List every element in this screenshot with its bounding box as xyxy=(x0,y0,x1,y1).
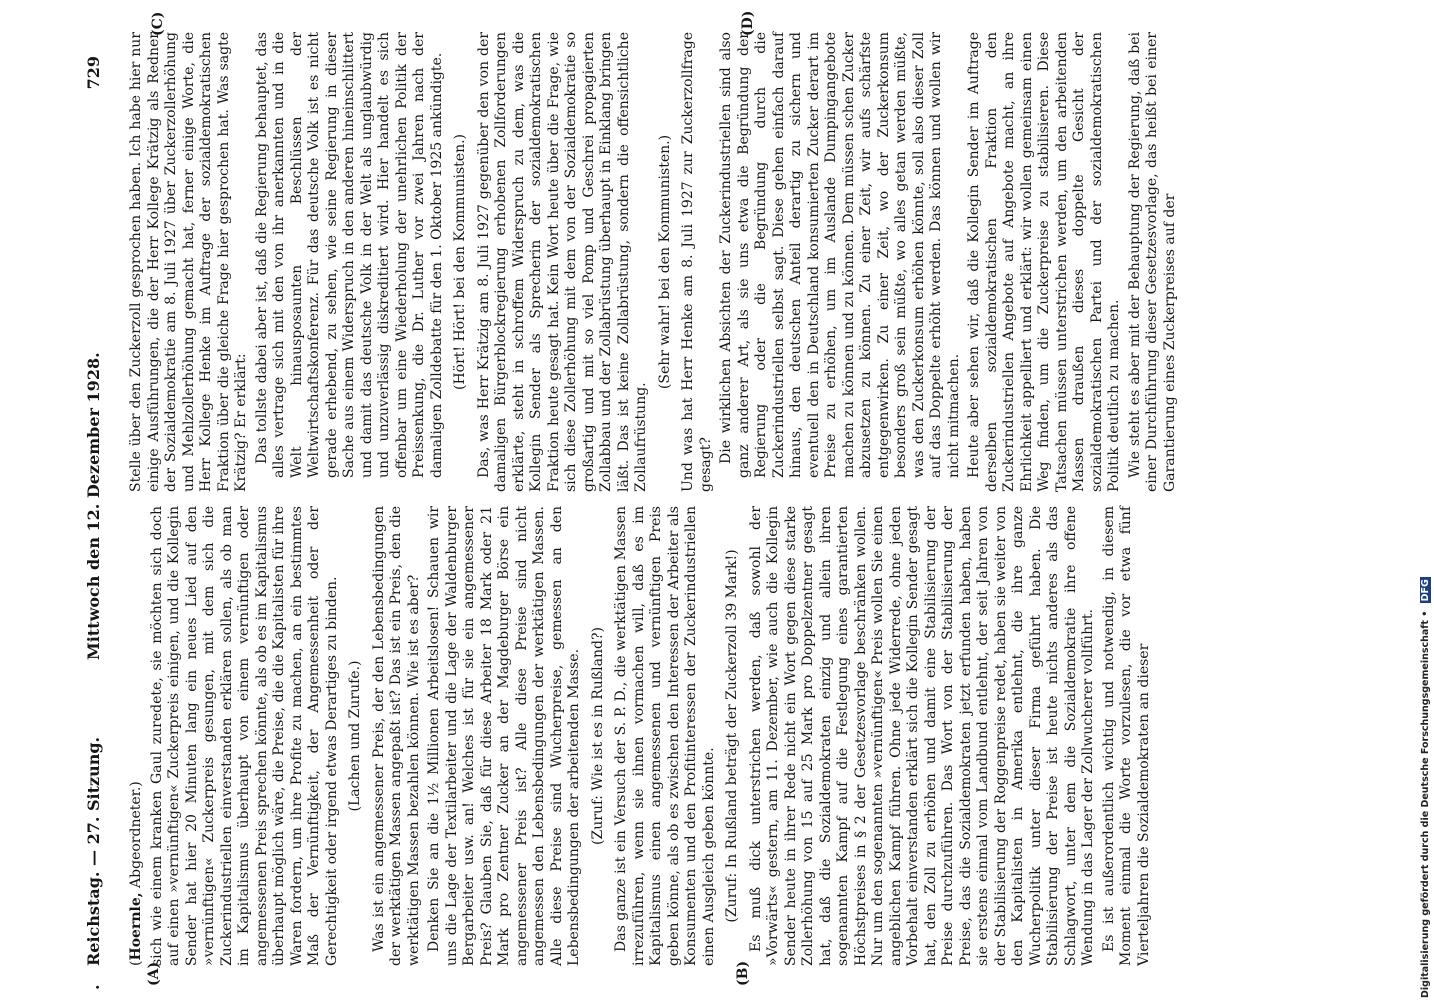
digitization-note xyxy=(1420,8,1434,998)
speaker-role: Abgeordneter.) xyxy=(128,781,144,888)
margin-marker-c: (C) xyxy=(150,11,166,36)
left-paragraph-5: Es muß dick unterstrichen werden, daß sowohl der »Vorwärts« gestern, am 11. Dezember, wie auch die Kollegin Sender heute in ihrer Rede nicht ein Wort gegen diese starke Zollerhöhung von 15 auf 25 Mark pro Doppelzentner gesagt hat, daß die Sozialdemokraten einzig und allein ihren sogenannten Kampf auf die Festlegung eines garantierten Höchstpreises in § 2 der Gesetzesvorlage beschränken wollen. Nur um den sogenannten »vernünftigen« Preis wollen Sie einen angeblichen Kampf führen. Ohne jede Widerrede, ohne jeden Vorbehalt einverstanden erklärt sich die Kollegin Sender gesagt hat, den Zoll zu erhöhen und damit eine Stabilisierung der Preise durchzuführen. Das Wort von der Stabilisierung der Preise, das die Sozialdemokraten jetzt erfunden haben, haben sie erstens einmal vom Landbund entlehnt, der seit Jahren von der Stabilisierung der Roggenpreise redet, haben sie weiter von den Kapitalisten in Amerika entlehnt, die ihre ganze Wucherpolitik unter dieser Firma geführt haben. Die Stabilisierung der Preise ist heute nichts anderes als das Schlagwort, unter dem die Sozialdemokratie ihre offene Wendung in das Lager der Zollwucherer vollführt. xyxy=(747,506,1096,966)
right-paragraph-4: Heute aber sehen wir, daß die Kollegin Sender im Auftrage derselben sozialdemokratischen Fraktion den Zuckerindustriellen Angebote auf Angebote macht, an ihre Ehrlichkeit appelliert und erklärt: wir wollen gemeinsam einen Weg finden, um die Zuckerpreise zu stabilisieren. Diese Tatsachen müssen unterstrichen werden, um den arbeitenden Massen draußen dieses doppelte Gesicht der sozialdemokratischen Partei und der sozialdemokratischen Politik deutlich zu machen. xyxy=(966,32,1122,492)
right-paragraph-3: Und was hat Herr Henke am 8. Juli 1927 zur Zuckerzollfrage gesagt? xyxy=(680,32,714,492)
speaker-name: Hoernle, xyxy=(128,892,144,961)
digitization-text: Digitalisierung gefördert durch die Deutsche Forschungsgemeinschaft • xyxy=(1420,610,1431,998)
left-interjection-3: (Zuruf: In Rußland beträgt der Zuckerzoll 39 Mark!) xyxy=(724,549,740,923)
right-quote-2: Die wirklichen Absichten der Zuckerindustriellen sind also ganz anderer Art, als sie uns etwa die Begründung der Regierung oder die Begründung durch die Zuckerindustriellen selbst sagt. Diese gehen einfach darauf hinaus, den deutschen Anteil derartig zu sichern und eventuell den in Deutschland konsumierten Zucker derart im Preise zu erhöhen, um im Auslande Dumpingangebote machen zu können und zu können. Dem müssen schen Zucker abzusetzen zu können. Zu einer Zeit, wir aufs schärfste entgegenwirken. Zu einer Zeit, wo der Zuckerkonsum besonders groß sein müßte, wo alles getan werden müßte, was den Zuckerkonsum erhöhen könnte, soll also dieser Zoll auf das Doppelte erhöht werden. Das können und wollen wir nicht mitmachen. xyxy=(718,32,962,478)
left-paragraph-1: sich wie einem kranken Gaul zuredete, sie möchten sich doch auf einen »vernünftigen« Zuckerpreis einigen, und die Kollegin Sender hat hier 20 Minuten lang ein neues Lied auf den »vernünftigen« Zuckerpreis gesungen, mit dem sich die Zuckerindustriellen einverstanden erklären sollen, als ob man im Kapitalismus überhaupt von einem vernünftigen oder angemessenen Preis sprechen könnte, als ob es im Kapitalismus überhaupt möglich wäre, die Preise, die die Kapitalisten für ihre Waren fordern, um ihre Profite zu machen, an ein bestimmtes Maß der Vernünftigkeit, der Angemessenheit oder der Gerechtigkeit oder irgend etwas Derartiges zu binden. xyxy=(148,506,340,966)
right-paragraph-2: Das, was Herr Krätzig am 8. Juli 1927 gegenüber den von der damaligen Bürgerblockregierung erhobenen Zollforderungen erklärte, steht in schroffem Widerspruch zu dem, was die Kollegin Sender als Sprecherin der sozialdemokratischen Fraktion heute gesagt hat. Kein Wort heute über die Frage, wie sich diese Zollerhöhung mit dem von der Sozialdemokratie so großartig und mit so viel Pomp und Geschrei propagierten Zollabbau und der Zollabrüstung überhaupt in Einklang bringen läßt. Das ist keine Zollabrüstung, sondern die offensichtliche Zollaufrüstung. xyxy=(475,32,649,492)
right-interjection-1: (Hört! Hört! bei den Kommunisten.) xyxy=(452,134,468,391)
margin-marker-d: (D) xyxy=(740,10,756,36)
margin-marker-b: (B) xyxy=(735,960,751,986)
left-interjection-2: (Zuruf: Wie ist es in Rußland?) xyxy=(589,627,606,845)
page-header xyxy=(84,0,124,1000)
right-interjection-2: (Sehr wahr! bei den Kommunisten.) xyxy=(656,134,673,390)
left-interjection-1: (Lachen und Zurufe.) xyxy=(347,660,363,812)
page-number: 729 xyxy=(84,56,103,90)
right-paragraph-1: Stelle über den Zuckerzoll gesprochen haben. Ich habe hier nur einige Ausführungen, die der Herr Kollege Krätzig als Redner der Sozialdemokratie am 8. Juli 1927 über Zuckerzollerhöhung und Mehlzollerhöhung gemacht hat, ferner einige Worte, die Herr Kollege Henke im Auftrage der sozialdemokratischen Fraktion über die gleiche Frage hier gesprochen hat. Was sagte Krätzig? Er erklärt: xyxy=(128,32,249,492)
left-paragraph-4: Das ganze ist ein Versuch der S. P. D., die werktätigen Massen irrezuführen, wenn sie ihnen vormachen will, daß es im Kapitalismus einen angemessenen und vernünftigen Preis geben könne, als ob es zwischen den Interessen der Arbeiter als Konsumenten und den Profitinteressen der Zuckerindustriellen einen Ausgleich geben könnte. xyxy=(613,506,717,966)
dfg-logo: DFG xyxy=(1420,579,1431,602)
left-paragraph-3: Denken Sie an die 1½ Millionen Arbeitslosen! Schauen wir uns die Lage der Textilarbeiter und die Lage der Waldenburger Bergarbeiter usw. an! Welches ist für sie ein angemessener Preis? Glauben Sie, daß für diese Arbeiter 18 Mark oder 21 Mark pro Zentner Zucker an der Magdeburger Börse ein angemessener Preis ist? Alle diese Preise sind nicht angemessen den Lebensbedingungen der werktätigen Massen. Alle diese Preise sind Wucherpreise, gemessen an den Lebensbedingungen der arbeitenden Masse. xyxy=(426,506,582,966)
header-date: Mittwoch den 12. Dezember 1928. xyxy=(84,352,103,660)
header-dot: . xyxy=(84,984,103,990)
left-paragraph-2: Was ist ein angemessener Preis, der den Lebensbedingungen der werktätigen Massen angepaßt ist? Das ist ein Preis, den die werktätigen Massen bezahlen können. Wie ist es aber? xyxy=(370,506,422,966)
right-column xyxy=(128,32,1182,492)
left-column: (Hoernle, Abgeordneter.) sich wie einem kranken Gaul zuredete, sie möchten sich doch auf einen »vernünftigen« Zuckerpreis einigen, und die Kollegin Sender hat hier 20 Minuten lang ein neues Lied auf den »vernünftigen« Zuckerpreis gesungen, mit dem sich die Zuckerindustriellen einverstanden erklären sollen, als ob man im Kapitalismus überhaupt von einem vernünftigen oder angemessenen Preis sprechen könnte, als ob es im Kapitalismus überhaupt möglich wäre, die Preise, die die Kapitalisten für ihre Waren fordern, um ihre Profite zu machen, an ein bestimmtes Maß der Vernünftigkeit, der Angemessenheit oder der Gerechtigkeit oder irgend etwas Derartiges zu binden. (Lachen und Zurufe.) Was ist ein angemessener Preis, der den Lebensbedingungen der werktätigen Massen angepaßt ist? Das ist ein Preis, den die werktätigen Massen bezahlen können. Wie ist es aber? Denken Sie an die 1½ Millionen Arbeitslosen! Schauen wir uns die Lage der Textilarbeiter und die Lage der Waldenburger Bergarbeiter usw. an! Welches ist für sie ein angemessener Preis? Glauben Sie, daß für diese Arbeiter 18 Mark oder 21 Mark pro Zentner Zucker an der Magdeburger Börse ein angemessener Preis ist? Alle diese Preise sind nicht angemessen den Lebensbedingungen der werktätigen Massen. Alle diese Preise sind Wucherpreise, gemessen an den Lebensbedingungen der arbeitenden Masse. (Zuruf: Wie ist es in Rußland?) Das ganze ist ein Versuch der S. P. D., die werktätigen Massen irrezuführen, wenn sie ihnen vormachen will, daß es im Kapitalismus einen angemessenen und vernünftigen Preis geben könne, als ob es zwischen den Interessen der Arbeiter als Konsumenten und den Profitinteressen der Zuckerindustriellen einen Ausgleich geben könnte. (Zuruf: In Rußland beträgt der Zuckerzoll 39 Mark!) Es muß dick unterstrichen werden, daß sowohl der »Vorwärts« gestern, am 11. Dezember, wie auch die Kollegin Sender heute in ihrer Rede nicht ein Wort gegen diese starke Zollerhöhung von 15 auf 25 Mark pro Doppelzentner gesagt hat, daß die Sozialdemokraten einzig und allein ihren sogenannten Kampf auf die Festlegung eines garantierten Höchstpreises in § 2 der Gesetzesvorlage beschränken wollen. Nur um den sogenannten »vernünftigen« Preis wollen Sie einen angeblichen Kampf führen. Ohne jede Widerrede, ohne jeden Vorbehalt einverstanden erklärt sich die Kollegin Sender gesagt hat, den Zoll zu erhöhen und damit eine Stabilisierung der Preise durchzuführen. Das Wort von der Stabilisierung der Preise, das die Sozialdemokraten jetzt erfunden haben, haben sie erstens einmal vom Landbund entlehnt, der seit Jahren von der Stabilisierung der Roggenpreise redet, haben sie weiter von den Kapitalisten in Amerika entlehnt, die ihre ganze Wucherpolitik unter dieser Firma geführt haben. Die Stabilisierung der Preise ist heute nichts anderes als das Schlagwort, unter dem die Sozialdemokratie ihre offene Wendung in das Lager der Zollwucherer vollführt. Es ist außerordentlich wichtig und notwendig, in diesem Moment einmal die Worte vorzulesen, die vor etwa fünf Vierteljahren die Sozialdemokraten an dieser xyxy=(128,506,1152,966)
left-paragraph-6: Es ist außerordentlich wichtig und notwendig, in diesem Moment einmal die Worte vorzulesen, die vor etwa fünf Vierteljahren die Sozialdemokraten an dieser xyxy=(1100,506,1152,966)
header-session: Reichstag. — 27. Sitzung. xyxy=(84,736,103,966)
right-quote-1: Das tollste dabei aber ist, daß die Regierung behauptet, das alles vertrage sich mit den von ihr anerkannten und in die Welt hinausposaunten Beschlüssen der Weltwirtschaftskonferenz. Für das deutsche Volk ist es nicht gerade erhebend, zu sehen, wie seine Regierung in dieser Sache aus einem Widerspruch in den anderen hineinschlittert und damit das deutsche Volk in der Welt als unglaubwürdig und unzuverlässig diskreditiert wird. Hier handelt es sich offenbar um eine Wiederholung der unehrlichen Politik der Preissenkung, die Dr. Luther vor zwei Jahren nach der damaligen Zolldebatte für den 1. Oktober 1925 ankündigte. xyxy=(253,32,445,478)
right-paragraph-5: Wie steht es aber mit der Behauptung der Regierung, daß bei einer Durchführung dieser Gesetzesvorlage, das heißt bei einer Garantierung eines Zuckerpreises auf der xyxy=(1126,32,1178,492)
margin-marker-a: (A) xyxy=(146,961,162,986)
